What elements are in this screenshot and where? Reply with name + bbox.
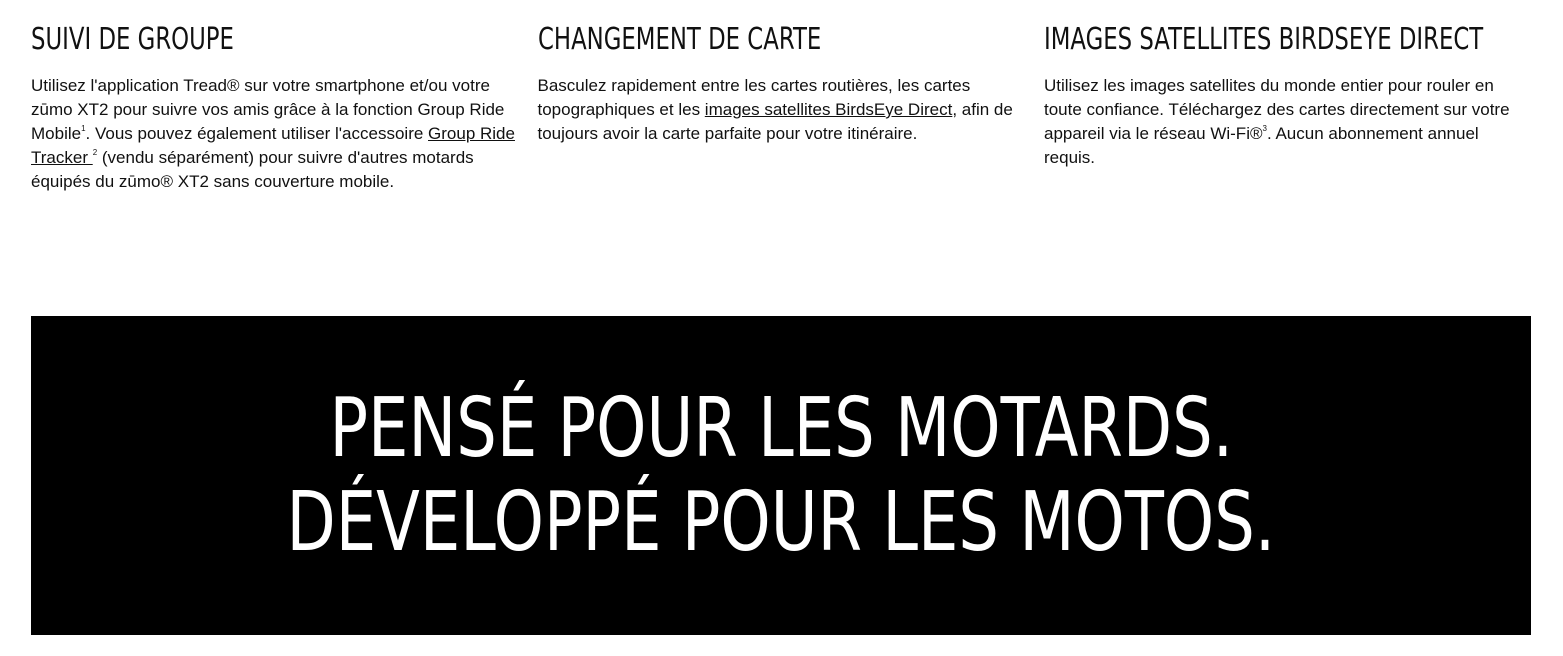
feature-description (31, 74, 518, 194)
feature-description (538, 74, 1025, 146)
group-ride-tracker-link[interactable]: Group Ride Tracker (31, 124, 515, 167)
feature-group-tracking (31, 22, 518, 194)
banner-headline-line-2: DÉVELOPPÉ POUR LES MOTOS. (286, 474, 1276, 570)
banner-headline-line-1: PENSÉ POUR LES MOTARDS. (329, 380, 1233, 476)
footnote-ref[interactable]: 2 (92, 148, 98, 158)
footnote-ref[interactable]: 3 (1262, 124, 1267, 134)
footnote-ref[interactable]: 1 (81, 124, 86, 134)
feature-description (1044, 74, 1531, 170)
feature-text: . Aucun abonnement annuel requis. (1044, 124, 1479, 167)
features-section (31, 22, 1531, 194)
feature-map-switching (538, 22, 1025, 194)
feature-text: , afin de toujours avoir la carte parfaite pour votre itinéraire. (537, 100, 1013, 143)
feature-title: SUIVI DE GROUPE (31, 22, 234, 57)
feature-title: IMAGES SATELLITES BIRDSEYE DIRECT (1044, 22, 1484, 57)
feature-text: Utilisez les images satellites du monde entier pour rouler en toute confiance. Téléchargez des cartes directement sur votre appareil via le réseau Wi-Fi® (1044, 76, 1510, 143)
feature-title: CHANGEMENT DE CARTE (537, 22, 821, 57)
feature-text: Basculez rapidement entre les cartes routières, les cartes topographiques et les (537, 76, 971, 119)
birdseye-direct-link[interactable]: images satellites BirdsEye Direct (704, 100, 953, 119)
feature-text: Utilisez l'application Tread® sur votre smartphone et/ou votre zūmo XT2 pour suivre vos amis grâce à la fonction Group Ride Mobile (31, 76, 505, 143)
hero-banner (31, 316, 1531, 635)
feature-birdseye-imagery (1044, 22, 1531, 194)
feature-text: . Vous pouvez également utiliser l'accessoire (85, 124, 429, 143)
feature-text: (vendu séparément) pour suivre d'autres motards équipés du zūmo® XT2 sans couverture mobile. (31, 148, 474, 191)
